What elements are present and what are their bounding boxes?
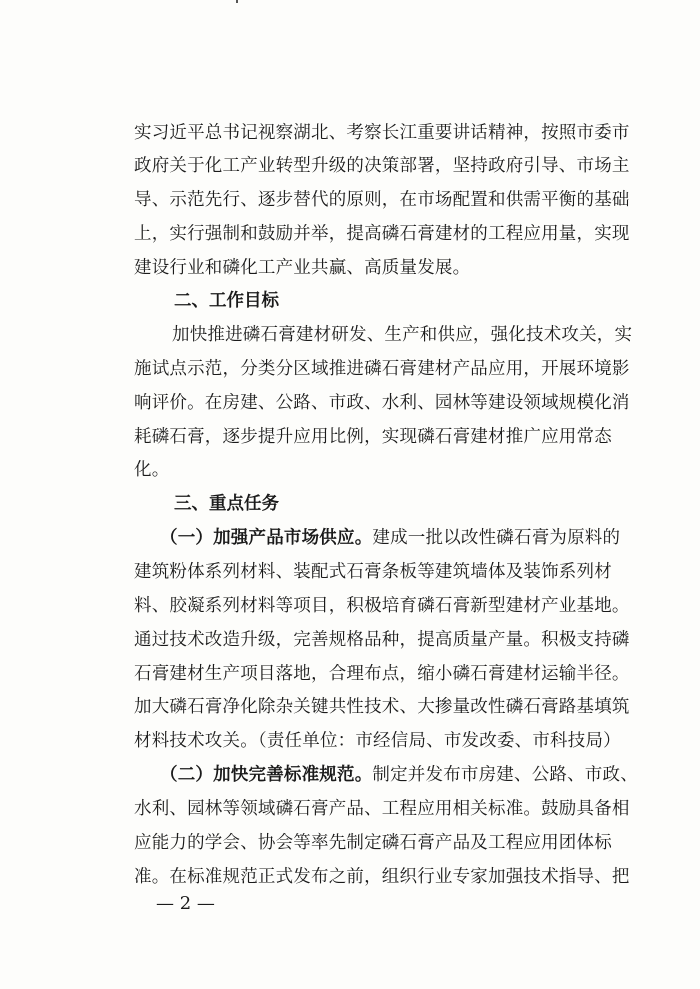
goals-line: 响评价。在房建、公路、市政、水利、园林等建设领域规模化消 xyxy=(134,393,630,413)
goals-line: 加快推进磷石膏建材研发、生产和供应，强化技术攻关，实 xyxy=(172,325,633,345)
task-1-line: 材料技术攻关。（责任单位：市经信局、市发改委、市科技局） xyxy=(134,731,621,751)
intro-line: 实习近平总书记视察湖北、考察长江重要讲话精神，按照市委市 xyxy=(134,123,630,143)
task-1-first-line-text: 建成一批以改性磷石膏为原料的 xyxy=(372,528,621,548)
task-2-first-line xyxy=(160,767,638,785)
task-1-line: 料、胶凝系列材料等项目，积极培育磷石膏新型建材产业基地。 xyxy=(134,596,630,616)
task-1-line: 石膏建材生产项目落地，合理布点，缩小磷石膏建材运输半径。 xyxy=(134,664,630,684)
task-2-first-line-text: 制定并发布市房建、公路、市政、 xyxy=(372,765,638,785)
intro-line: 建设行业和磷化工产业共赢、高质量发展。 xyxy=(134,258,471,278)
goals-line: 耗磷石膏，逐步提升应用比例，实现磷石膏建材推广应用常态 xyxy=(134,427,612,447)
intro-line: 上，实行强制和鼓励并举，提高磷石膏建材的工程应用量，实现 xyxy=(134,224,630,244)
task-1-first-line xyxy=(160,530,620,548)
task-1-line: 通过技术改造升级，完善规格品种，提高质量产量。积极支持磷 xyxy=(134,630,630,650)
goals-line: 施试点示范，分类分区域推进磷石膏建材产品应用，开展环境影 xyxy=(134,359,630,379)
task-2-line: 水利、园林等领域磷石膏产品、工程应用相关标准。鼓励具备相 xyxy=(134,799,630,819)
task-1-title: （一）加强产品市场供应。 xyxy=(160,528,373,548)
task-1-line: 建筑粉体系列材料、装配式石膏条板等建筑墙体及装饰系列材 xyxy=(134,562,612,582)
goals-line: 化。 xyxy=(134,460,170,480)
task-1-line: 加大磷石膏净化除杂关键共性技术、大掺量改性磷石膏路基填筑 xyxy=(134,697,630,717)
intro-line: 导、示范先行、逐步替代的原则，在市场配置和供需平衡的基础 xyxy=(134,190,630,210)
task-2-title: （二）加快完善标准规范。 xyxy=(160,765,373,785)
page-number: — 2 — xyxy=(156,893,215,914)
scan-speck xyxy=(236,0,238,3)
task-2-line: 准。在标准规范正式发布之前，组织行业专家加强技术指导、把 xyxy=(134,867,630,887)
intro-line: 政府关于化工产业转型升级的决策部署，坚持政府引导、市场主 xyxy=(134,156,630,176)
section-heading-tasks: 三、重点任务 xyxy=(174,494,279,514)
task-2-line: 应能力的学会、协会等率先制定磷石膏产品及工程应用团体标 xyxy=(134,833,612,853)
section-heading-goals: 二、工作目标 xyxy=(174,291,279,311)
